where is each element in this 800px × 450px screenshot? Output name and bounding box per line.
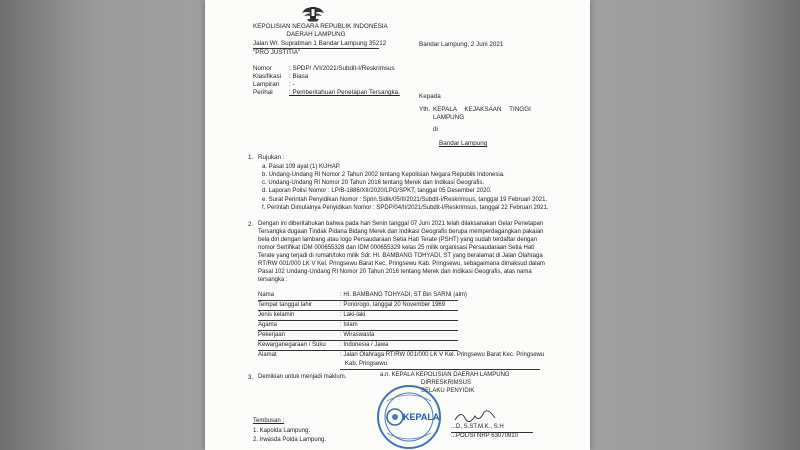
suspect-address-cont: Kab. Pringsewu: [345, 361, 388, 367]
nomor-label: Nomor: [253, 65, 272, 72]
para3-text: Demikian untuk menjadi maklum.: [258, 374, 347, 380]
klasifikasi-label: Klasifikasi: [253, 73, 281, 80]
field-divider: [258, 300, 458, 301]
rujukan-title: Rujukan :: [258, 154, 285, 161]
org-name-line2: DAERAH LAMPUNG: [286, 31, 346, 38]
rujukan-number: 1.: [248, 154, 254, 161]
field-divider: [258, 320, 458, 321]
suspect-field-value: : HI. BAMBANG TOHYADI, ST Bin SARNI (alm): [340, 292, 467, 298]
field-divider: [340, 369, 540, 370]
document-page: [205, 0, 590, 450]
motto: "PRO JUSTITIA": [253, 49, 301, 56]
para2-line: Pasal 102 Undang-Undang RI Nomor 20 Tahun 2016 tentang Merek dan Indikasi Geografis, atas nama: [258, 269, 532, 275]
suspect-field-label: Nama: [258, 292, 275, 298]
para2-line: Terate yang terjadi di rumah/toko milik Sdr. HI. BAMBANG TOHYADI, ST yang beralamat di Jalan Olahraga: [258, 253, 543, 259]
rujukan-item: d. Laporan Polisi Nomor : LP/B-1886/XII/2020/LPG/SPKT, tanggal 05 Desember 2020.: [262, 188, 492, 194]
police-emblem-icon: [300, 4, 326, 22]
signatory-rank: ...POLISI NRP 63070910: [451, 433, 518, 439]
suspect-field-label: Kewarganegaraan / Suku: [258, 342, 326, 348]
field-divider: [258, 310, 458, 311]
para3-number: 3.: [248, 374, 254, 381]
suspect-field-value: : Jalan Olahraga RT/RW 001/000 LK V Kel. Pringsewu Barat Kec. Pringsewu: [340, 352, 545, 358]
klasifikasi-value: : Biasa: [289, 73, 309, 80]
signature-line1: a.n. KEPALA KEPOLISIAN DAERAH LAMPUNG: [380, 372, 510, 378]
rujukan-item: b. Undang-Undang RI Nomor 2 Tahun 2002 tentang Kepolisian Negara Republik Indonesia.: [262, 172, 505, 178]
di-label: di: [433, 126, 438, 133]
recipient-city: Bandar Lampung: [439, 140, 488, 147]
perihal-label: Perihal: [253, 89, 273, 96]
signatory-name: ...D, S.ST.M.K., S.H: [451, 424, 504, 430]
rujukan-item: f. Perintah Dimulainya Penyidikan Nomor : SPDP/04/II/2021/Subdit-I/Reskrimsus, tanggal 22 Februari 2021.: [262, 205, 549, 211]
suspect-field-label: Tempat tanggal lahir: [258, 302, 313, 308]
suspect-field-label: Agama: [258, 322, 278, 328]
para2-number: 2.: [248, 221, 254, 228]
para2-line: Dengan ini diberitahukan bahwa pada hari Senin tanggal 07 Juni 2021 telah dilaksanakan Gelar Penetapan: [258, 221, 544, 227]
para2-line: RT/RW 001/000 LK V Kel. Pringsewu Barat Kec. Pringsewu Kab. Pringsewu, sebagaimana dimaksud dalam: [258, 261, 545, 267]
field-divider: [258, 330, 458, 331]
para2-line: Tersangka dugaan Tindak Pidana Bidang Merek dan Indikasi Geografis berupa memperdagangkan pakaian: [258, 229, 544, 235]
rujukan-item: e. Surat Perintah Penyidikan Nomor : Sprin.Sidik/05/II/2021/Subdit-I/Reskrimsus, tanggal 19 Februari 2021.: [262, 197, 548, 203]
para2-line: nomor Sertifikat IDM 000655328 dan IDM 000655329 kelas 25 milik organisasi Persaudaraan Setia Hati: [258, 245, 535, 251]
rujukan-item: a. Pasal 109 ayat (1) KUHAP.: [262, 164, 341, 170]
recipient-line2: LAMPUNG: [433, 114, 465, 121]
official-stamp-icon: [375, 383, 443, 450]
suspect-field-value: : Indonesia / Jawa: [340, 342, 389, 348]
suspect-field-label: Pekerjaan: [258, 332, 286, 338]
perihal-value: : Pemberitahuan Penetapan Tersangka.: [289, 89, 400, 96]
org-name-line1: KEPOLISIAN NEGARA REPUBLIK INDONESIA: [253, 23, 388, 30]
yth-label: Yth.: [419, 106, 431, 113]
suspect-field-value: : Ponorogo, tanggal 20 November 1969: [340, 302, 446, 308]
place-date: Bandar Lampung, 2 Juni 2021: [419, 41, 504, 48]
field-divider: [258, 350, 458, 351]
signature-line2: DIRRESKRIMSUS: [421, 380, 472, 386]
tembusan-item: 2. Irwasda Polda Lampung.: [253, 437, 327, 443]
lampiran-value: : -: [289, 81, 295, 88]
para2-line: bela diri dengan lambang atau logo Persaudaraan Setia Hati Terate (PSHT) yang sudah terdaftar dengan: [258, 237, 538, 243]
tembusan-title: Tembusan :: [253, 418, 285, 424]
para2-line: tersangka :: [258, 277, 288, 283]
suspect-field-value: : Wiraswasta: [340, 332, 375, 338]
signature-line3: SELAKU PENYIDIK: [421, 388, 475, 394]
stamp-text: KEPALA: [403, 412, 440, 422]
rujukan-item: c. Undang-Undang RI Nomor 20 Tahun 2016 tentang Merek dan Indikasi Geografis.: [262, 180, 485, 186]
nomor-value: : SPDP/ /VI/2021/Subdit-I/Reskrimsus: [289, 65, 395, 72]
org-address: Jalan Wr. Supratman 1 Bandar Lampung 35212: [253, 40, 387, 47]
kepada-label: Kepada: [419, 93, 441, 100]
tembusan-item: 1. Kapolda Lampung.: [253, 428, 311, 434]
recipient-line1: KEPALA KEJAKSAAN TINGGI: [433, 106, 531, 113]
suspect-field-value: : Islam: [340, 322, 358, 328]
suspect-field-value: : Laki-laki: [340, 312, 366, 318]
suspect-field-label: Alamat: [258, 352, 277, 358]
field-divider: [258, 340, 458, 341]
suspect-field-label: Jenis kelamin: [258, 312, 295, 318]
lampiran-label: Lampiran: [253, 81, 280, 88]
